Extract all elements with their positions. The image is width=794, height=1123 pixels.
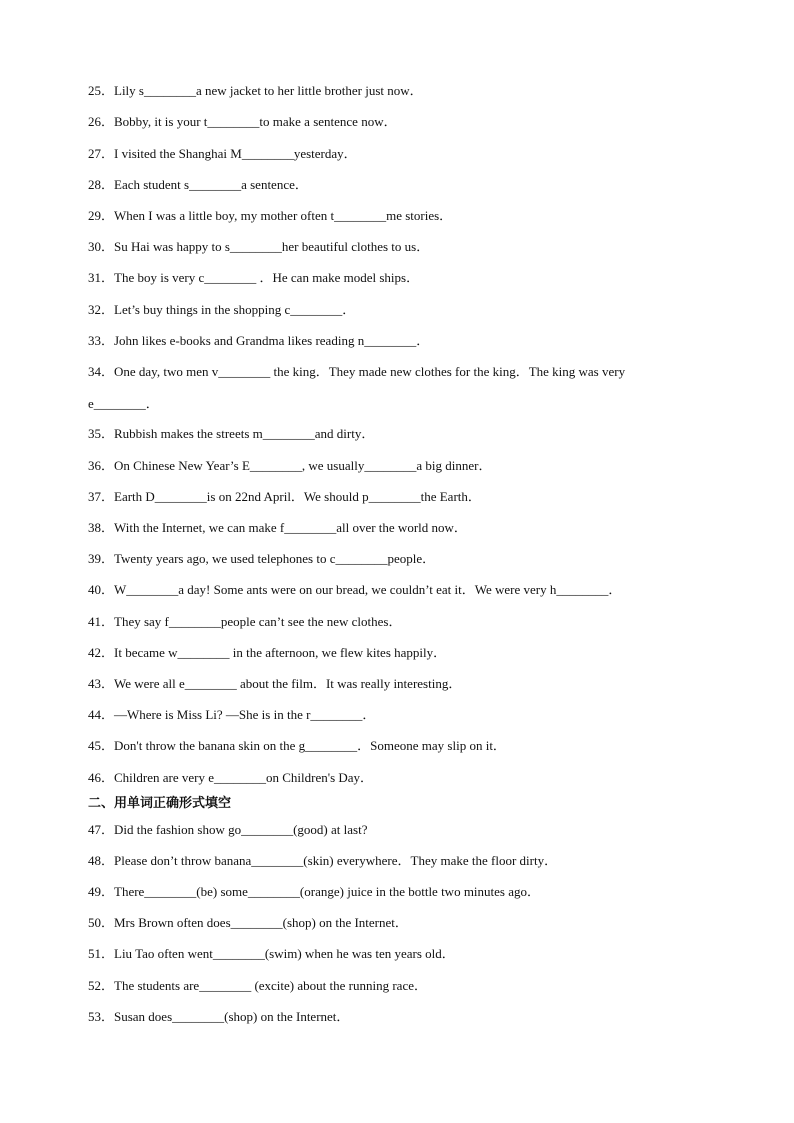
- question-40: 40．W________a day! Some ants were on our bread, we couldn’t eat it．We were very h________．: [88, 582, 622, 597]
- question-30: 30．Su Hai was happy to s________her beautiful clothes to us．: [88, 239, 430, 254]
- question-32: 32．Let’s buy things in the shopping c________．: [88, 302, 356, 317]
- question-51: 51．Liu Tao often went________(swim) when he was ten years old．: [88, 946, 455, 961]
- question-52: 52．The students are________ (excite) about the running race．: [88, 978, 427, 993]
- question-41: 41．They say f________people can’t see the new clothes．: [88, 614, 402, 629]
- question-39: 39．Twenty years ago, we used telephones to c________people．: [88, 551, 436, 566]
- question-36: 36．On Chinese New Year’s E________, we usually________a big dinner．: [88, 458, 492, 473]
- question-35: 35．Rubbish makes the streets m________and dirty．: [88, 426, 375, 441]
- question-34-line-2: e________．: [88, 396, 159, 411]
- question-27: 27．I visited the Shanghai M________yesterday．: [88, 146, 357, 161]
- question-49: 49．There________(be) some________(orange) juice in the bottle two minutes ago．: [88, 884, 541, 899]
- section-two-heading: 二、用单词正确形式填空: [88, 796, 232, 811]
- question-33: 33．John likes e-books and Grandma likes reading n________．: [88, 333, 430, 348]
- question-46: 46．Children are very e________on Children's Day．: [88, 770, 374, 785]
- question-38: 38．With the Internet, we can make f________all over the world now．: [88, 520, 467, 535]
- question-50: 50．Mrs Brown often does________(shop) on the Internet．: [88, 915, 408, 930]
- question-53: 53．Susan does________(shop) on the Internet．: [88, 1009, 350, 1024]
- question-45: 45．Don't throw the banana skin on the g________．Someone may slip on it．: [88, 738, 506, 753]
- question-31: 31．The boy is very c________ ．He can make model ships．: [88, 270, 420, 285]
- question-25: 25．Lily s________a new jacket to her little brother just now．: [88, 83, 423, 98]
- question-47: 47．Did the fashion show go________(good) at last?: [88, 822, 368, 837]
- question-44: 44．—Where is Miss Li? —She is in the r________．: [88, 707, 376, 722]
- question-37: 37．Earth D________is on 22nd April．We should p________the Earth．: [88, 489, 481, 504]
- question-28: 28．Each student s________a sentence．: [88, 177, 308, 192]
- question-26: 26．Bobby, it is your t________to make a sentence now．: [88, 114, 397, 129]
- question-42: 42．It became w________ in the afternoon, we flew kites happily．: [88, 645, 447, 660]
- question-48: 48．Please don’t throw banana________(skin) everywhere．They make the floor dirty．: [88, 853, 558, 868]
- question-34-line-1: 34．One day, two men v________ the king．They made new clothes for the king．The king was very: [88, 364, 626, 379]
- question-43: 43．We were all e________ about the film．It was really interesting．: [88, 676, 462, 691]
- question-29: 29．When I was a little boy, my mother often t________me stories．: [88, 208, 453, 223]
